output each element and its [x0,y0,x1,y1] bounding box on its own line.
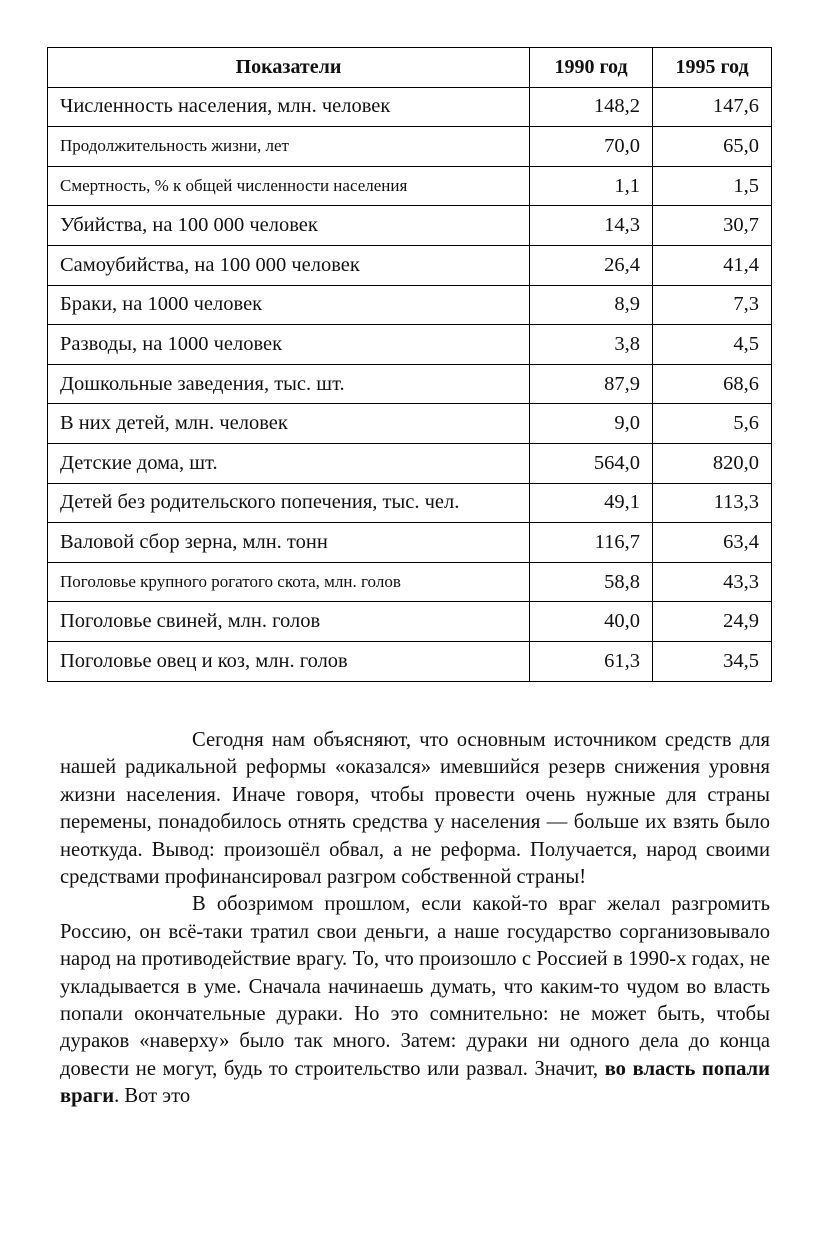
value-1990: 564,0 [530,443,653,483]
value-1995: 24,9 [653,602,772,642]
row-label: Детские дома, шт. [48,443,530,483]
table-row [48,166,772,206]
value-1995: 63,4 [653,523,772,563]
value-1995: 34,5 [653,641,772,681]
value-1990: 40,0 [530,602,653,642]
row-label: Убийства, на 100 000 человек [48,206,530,246]
row-label: В них детей, млн. человек [48,404,530,444]
table-row [48,523,772,563]
value-1995: 43,3 [653,562,772,602]
row-label: Поголовье овец и коз, млн. голов [48,641,530,681]
value-1995: 4,5 [653,325,772,365]
table-row [48,602,772,642]
value-1995: 820,0 [653,443,772,483]
table-row [48,562,772,602]
emphasis-text: во власть попали враги [60,1057,770,1108]
value-1995: 65,0 [653,127,772,167]
value-1995: 7,3 [653,285,772,325]
row-label: Самоубийства, на 100 000 человек [48,245,530,285]
statistics-table [47,47,772,682]
value-1990: 3,8 [530,325,653,365]
row-label: Дошкольные заведения, тыс. шт. [48,364,530,404]
value-1990: 49,1 [530,483,653,523]
value-1995: 147,6 [653,87,772,127]
table-row [48,206,772,246]
value-1990: 1,1 [530,166,653,206]
table-row [48,443,772,483]
table-row [48,325,772,365]
value-1995: 5,6 [653,404,772,444]
value-1990: 26,4 [530,245,653,285]
value-1990: 9,0 [530,404,653,444]
table-row [48,87,772,127]
table-row [48,245,772,285]
row-label: Поголовье крупного рогатого скота, млн. голов [48,562,530,602]
row-label: Разводы, на 1000 человек [48,325,530,365]
row-label: Браки, на 1000 человек [48,285,530,325]
header-1995: 1995 год [653,48,772,88]
value-1990: 58,8 [530,562,653,602]
row-label: Детей без родительского попечения, тыс. чел. [48,483,530,523]
table-row [48,404,772,444]
header-indicators: Показатели [48,48,530,88]
row-label: Смертность, % к общей численности населения [48,166,530,206]
value-1995: 68,6 [653,364,772,404]
value-1995: 1,5 [653,166,772,206]
value-1995: 30,7 [653,206,772,246]
value-1990: 14,3 [530,206,653,246]
table-header-row [48,48,772,88]
table-row [48,127,772,167]
value-1995: 113,3 [653,483,772,523]
paragraph-1: Сегодня нам объясняют, что основным источником средств для нашей радикальной реформы «оказался» имевшийся резерв снижения уровня жизни населения. Иначе говоря, чтобы провести очень нужные для страны перемены, понадобилось отнять средства у населения — больше их взять было неоткуда. Вывод: произошёл обвал, а не реформа. Получается, народ своими средствами профинансировал разгром собственной страны! [60,729,770,889]
value-1990: 61,3 [530,641,653,681]
paragraph-2 [60,891,770,1110]
row-label: Продолжительность жизни, лет [48,127,530,167]
paragraph-2-start: В обозримом прошлом, если какой-то враг желал разгромить Россию, он всё-таки тратил свои деньги, а наше государство сорганизовывало народ на противодействие врагу. То, что произошло с Россией в 1990-х годах, не укладывается в уме. Сначала начинаешь думать, что каким-то чудом во власть попали окончательные дураки. Но это сомнительно: не может быть, чтобы дураков «наверху» было так много. Затем: дураки ни одного дела до конца довести не могут, будь то строительство или развал. Значит, [60,893,770,1080]
row-label: Численность населения, млн. человек [48,87,530,127]
value-1990: 70,0 [530,127,653,167]
table-row [48,285,772,325]
row-label: Валовой сбор зерна, млн. тонн [48,523,530,563]
paragraph-2-end: . Вот это [114,1085,191,1108]
table-row [48,364,772,404]
table-row [48,641,772,681]
value-1990: 116,7 [530,523,653,563]
header-1990: 1990 год [530,48,653,88]
value-1990: 148,2 [530,87,653,127]
table-row [48,483,772,523]
value-1990: 87,9 [530,364,653,404]
row-label: Поголовье свиней, млн. голов [48,602,530,642]
value-1995: 41,4 [653,245,772,285]
body-text [60,727,770,1111]
value-1990: 8,9 [530,285,653,325]
